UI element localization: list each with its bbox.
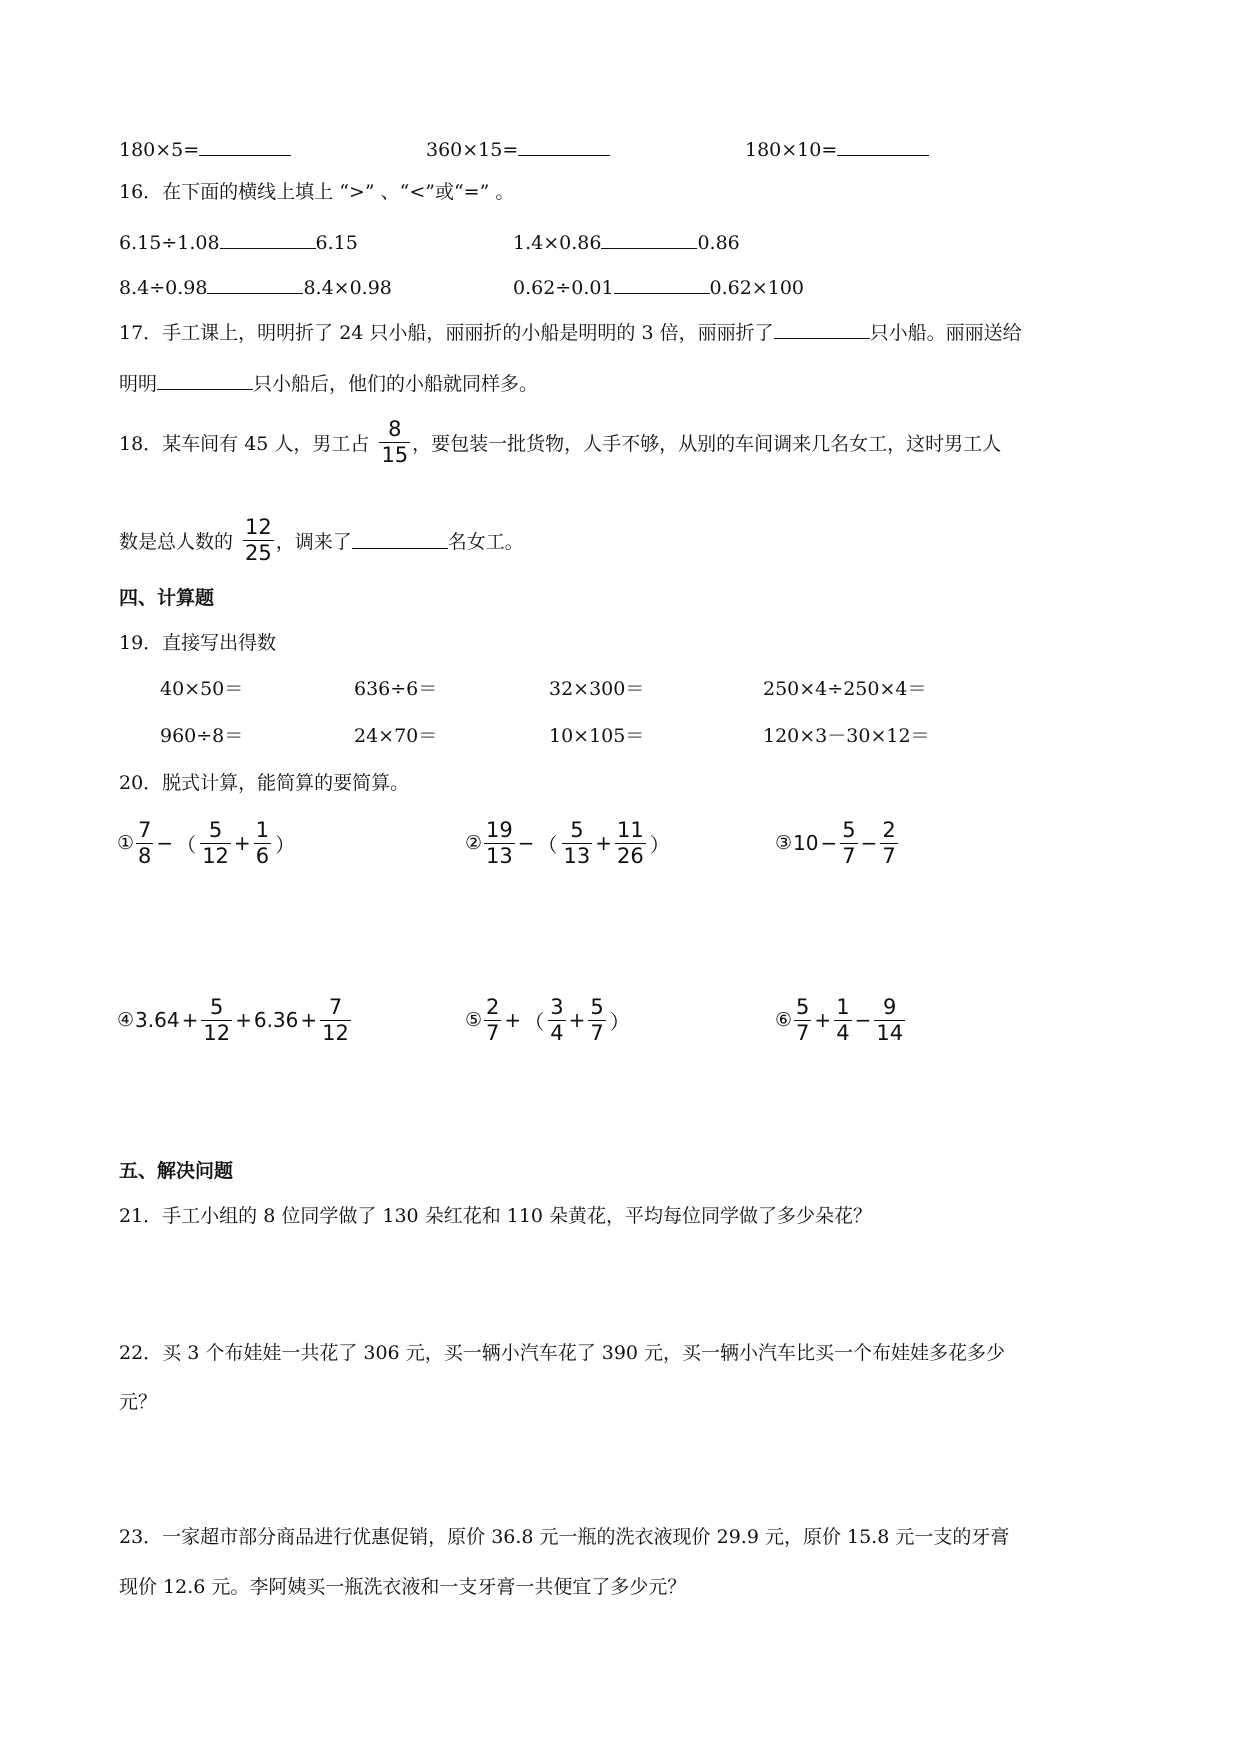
q21-text: 21．手工小组的 8 位同学做了 130 朵红花和 110 朵黄花，平均每位同学做了多少朵花？ bbox=[119, 1205, 873, 1227]
answer-blank[interactable] bbox=[157, 372, 253, 390]
q16-compare-1: 6.15÷1.08 6.15 bbox=[119, 232, 358, 254]
answer-blank[interactable] bbox=[352, 531, 448, 549]
answer-blank[interactable] bbox=[518, 138, 610, 156]
q20-expression-2: ② $\frac{19}{13}$ − （ $\frac{5}{13}$ + $\frac{11}{26}$ ） bbox=[465, 818, 670, 868]
q17-line-2: 明明 只小船后，他们的小船就同样多。 bbox=[119, 373, 539, 395]
q19-item: 636÷6＝ bbox=[354, 678, 438, 700]
q15-item-3: 180×10= bbox=[745, 138, 929, 160]
q18-line-1: 18．某车间有 45 人，男工占 $\frac{8}{15}$ ，要包装一批货物，人手不够，从别的车间调来几名女工，这时男工人 bbox=[119, 417, 1002, 467]
fraction: $\frac{8}{15}$ bbox=[381, 417, 409, 467]
q19-item: 10×105＝ bbox=[549, 725, 645, 747]
answer-blank[interactable] bbox=[614, 276, 710, 294]
answer-blank[interactable] bbox=[837, 138, 929, 156]
answer-blank[interactable] bbox=[199, 138, 291, 156]
section-heading-problems: 五、解决问题 bbox=[119, 1160, 234, 1182]
q20-expression-6: ⑥ $\frac{5}{7}$ + $\frac{1}{4}$ − $\frac{9}{14}$ bbox=[775, 995, 904, 1045]
q15-item-2: 360×15= bbox=[426, 138, 610, 160]
q19-item: 120×3－30×12＝ bbox=[763, 725, 930, 747]
q19-item: 960÷8＝ bbox=[160, 725, 244, 747]
q22-line-1: 22．买 3 个布娃娃一共花了 306 元，买一辆小汽车花了 390 元，买一辆小汽车比买一个布娃娃多花多少 bbox=[119, 1342, 1006, 1364]
fraction: $\frac{12}{25}$ bbox=[245, 515, 272, 565]
q17-line-1: 17．手工课上，明明折了 24 只小船，丽丽折的小船是明明的 3 倍，丽丽折了 只小船。丽丽送给 bbox=[119, 322, 1022, 344]
q20-expression-3: ③ 10 − $\frac{5}{7}$ − $\frac{2}{7}$ bbox=[775, 818, 896, 868]
section-heading-calc: 四、计算题 bbox=[119, 587, 215, 609]
q23-line-1: 23．一家超市部分商品进行优惠促销，原价 36.8 元一瓶的洗衣液现价 29.9 元，原价 15.8 元一支的牙膏 bbox=[119, 1526, 1010, 1548]
answer-blank[interactable] bbox=[601, 231, 697, 249]
q19-item: 250×4÷250×4＝ bbox=[763, 678, 927, 700]
q20-expression-4: ④ 3.64 + $\frac{5}{12}$ + 6.36 + $\frac{7}{12}$ bbox=[117, 995, 349, 1045]
q19-prompt: 19．直接写出得数 bbox=[119, 632, 277, 654]
q22-line-2: 元？ bbox=[119, 1391, 158, 1413]
q18-line-2: 数是总人数的 $\frac{12}{25}$ ，调来了 名女工。 bbox=[119, 515, 524, 565]
answer-blank[interactable] bbox=[207, 276, 303, 294]
answer-blank[interactable] bbox=[774, 321, 870, 339]
q20-prompt: 20．脱式计算，能简算的要简算。 bbox=[119, 772, 410, 794]
q20-expression-1: ① $\frac{7}{8}$ − （ $\frac{5}{12}$ + $\frac{1}{6}$ ） bbox=[117, 818, 296, 868]
q16-compare-4: 0.62÷0.01 0.62×100 bbox=[513, 277, 805, 299]
q15-item-1: 180×5= bbox=[119, 138, 291, 160]
q19-item: 24×70＝ bbox=[354, 725, 438, 747]
q19-item: 40×50＝ bbox=[160, 678, 244, 700]
answer-blank[interactable] bbox=[220, 231, 316, 249]
q16-compare-2: 1.4×0.86 0.86 bbox=[513, 232, 740, 254]
q16-prompt: 16．在下面的横线上填上 “>” 、“<”或“=” 。 bbox=[119, 181, 515, 203]
q20-expression-5: ⑤ $\frac{2}{7}$ + （ $\frac{3}{4}$ + $\frac{5}{7}$ ） bbox=[465, 995, 630, 1045]
q19-item: 32×300＝ bbox=[549, 678, 645, 700]
q23-line-2: 现价 12.6 元。李阿姨买一瓶洗衣液和一支牙膏一共便宜了多少元？ bbox=[119, 1576, 687, 1598]
q16-compare-3: 8.4÷0.98 8.4×0.98 bbox=[119, 277, 392, 299]
